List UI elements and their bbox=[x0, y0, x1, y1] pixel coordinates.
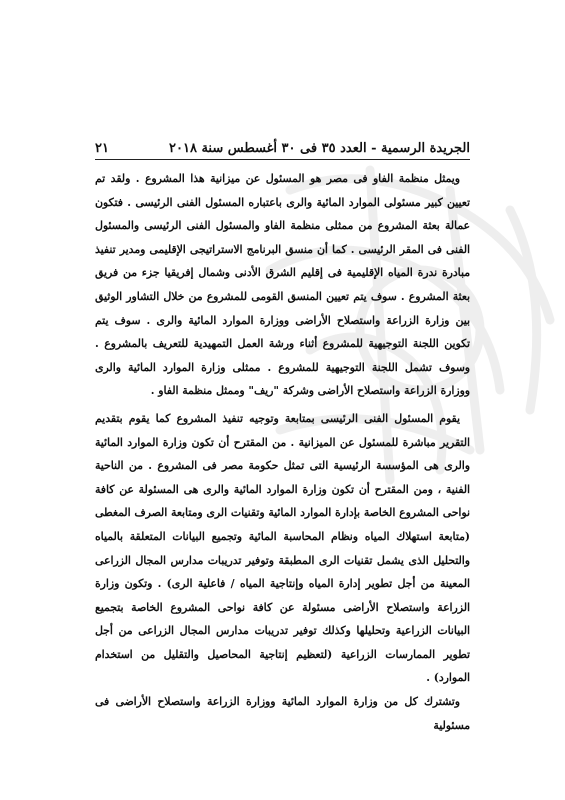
page-header bbox=[95, 130, 470, 156]
header-title: الجريدة الرسمية - العدد ٣٥ فى ٣٠ أغسطس سنة ٢٠١٨ bbox=[169, 141, 470, 156]
page-number: ٢١ bbox=[95, 141, 109, 156]
article-body bbox=[95, 167, 470, 767]
paragraph-2: يقوم المسئول الفنى الرئيسى بمتابعة وتوجيه تنفيذ المشروع كما يقوم بتقديم التقرير مباشرة للمسئول عن الميزانية . من المقترح أن تكون وزارة الموارد المائية والرى هى المؤسسة الرئيسية التى تمثل حكومة مصر فى المشروع . من الناحية الفنية ، ومن المقترح أن تكون وزارة الموارد المائية والرى هى المسئولة عن كافة نواحى المشروع الخاصة بإدارة الموارد المائية وتقنيات الرى ومتابعة الصرف المغطى (متابعة استهلاك المياه ونظام المحاسبة المائية وتجميع البيانات المتعلقة بالمياه والتحليل الذى يشمل تقنيات الرى المطبقة وتوفير تدريبات مدارس المجال الزراعى المعينة من أجل تطوير إدارة المياه وإنتاجية المياه / فاعلية الرى) . وتكون وزارة الزراعة واستصلاح الأراضى مسئولة عن كافة نواحى المشروع الخاصة بتجميع البيانات الزراعية وتحليلها وكذلك توفير تدريبات مدارس المجال الزراعى من أجل تطوير الممارسات الزراعية (لتعظيم إنتاجية المحاصيل والتقليل من استخدام الموارد) . bbox=[95, 411, 470, 685]
paragraph-3: وتشترك كل من وزارة الموارد المائية ووزارة الزراعة واستصلاح الأراضى فى مسئولية bbox=[95, 695, 470, 732]
paragraph-1: ويمثل منظمة الفاو فى مصر هو المسئول عن ميزانية هذا المشروع . ولقد تم تعيين كبير مسئولى الموارد المائية والرى باعتباره المسئول الفنى الرئيسى . فتكون عمالة بعثة المشروع من ممثلى منظمة الفاو والمسئول الفنى الرئيسى والمسئول الفنى فى المقر الرئيسى . كما أن منسق البرنامج الاستراتيجى الإقليمى ومدير تنفيذ مبادرة ندرة المياه الإقليمية فى إقليم الشرق الأدنى وشمال إفريقيا جزء من فريق بعثة المشروع . سوف يتم تعيين المنسق القومى للمشروع من خلال التشاور الوثيق بين وزارة الزراعة واستصلاح الأراضى ووزارة الموارد المائية والرى . سوف يتم تكوين اللجنة التوجيهية للمشروع أثناء ورشة العمل التمهيدية للتعريف بالمشروع . وسوف تشمل اللجنة التوجيهية للمشروع . ممثلى وزارة الموارد المائية والرى ووزارة الزراعة واستصلاح الأراضى وشركة "ريف" وممثل منظمة الفاو . bbox=[95, 172, 470, 398]
header-divider bbox=[95, 159, 470, 160]
